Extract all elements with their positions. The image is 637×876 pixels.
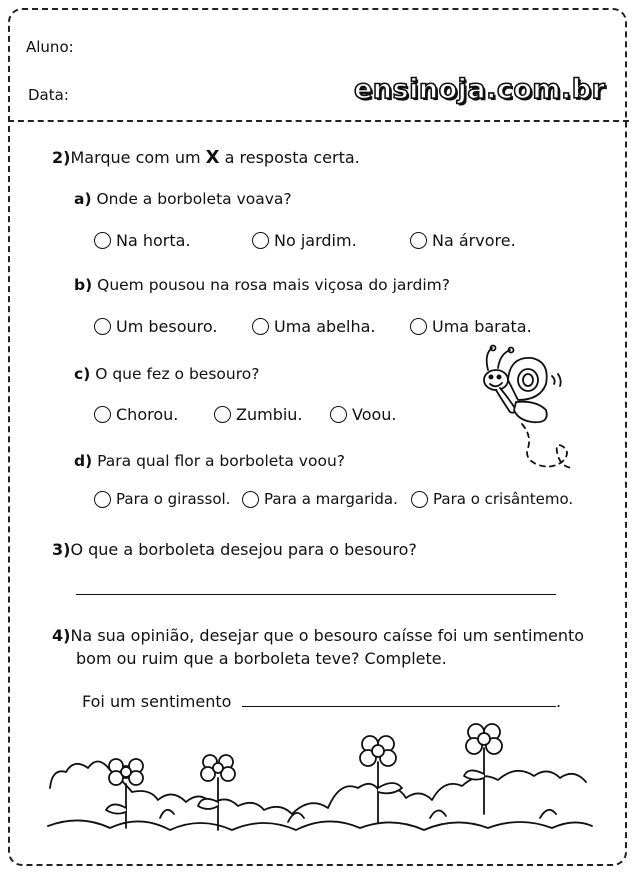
radio-circle[interactable] — [94, 406, 111, 423]
option-label: Uma abelha. — [274, 317, 376, 336]
item-a — [74, 190, 292, 208]
flowers-border-icon — [40, 718, 600, 858]
option-label: Voou. — [352, 405, 397, 424]
complete-suffix-wrap — [556, 692, 561, 711]
option-b-2[interactable] — [252, 317, 375, 336]
question-4-line-2: bom ou ruim que a borboleta teve? Complete. — [76, 649, 447, 668]
radio-circle[interactable] — [252, 232, 269, 249]
question-4-line-1: Na sua opinião, desejar que o besouro caísse foi um sentimento — [70, 626, 585, 645]
option-b-1[interactable] — [94, 317, 217, 336]
radio-circle[interactable] — [252, 318, 269, 335]
option-label: No jardim. — [274, 231, 357, 250]
header-divider — [8, 120, 629, 122]
x-mark: X — [205, 147, 220, 168]
option-label: Uma barata. — [432, 317, 532, 336]
aluno-label: Aluno: — [26, 38, 74, 56]
item-d-question: Para qual flor a borboleta voou? — [97, 452, 345, 470]
butterfly-icon — [470, 340, 590, 480]
option-a-3[interactable] — [410, 231, 516, 250]
item-b-question: Quem pousou na rosa mais viçosa do jardim? — [97, 276, 450, 294]
option-a-1[interactable] — [94, 231, 191, 250]
option-d-3[interactable] — [411, 490, 573, 508]
complete-prefix: Foi um sentimento — [82, 692, 232, 711]
option-b-3[interactable] — [410, 317, 532, 336]
option-d-2[interactable] — [242, 490, 398, 508]
question-4-answer-line[interactable] — [242, 706, 556, 707]
item-a-letter: a) — [74, 190, 92, 208]
radio-circle[interactable] — [94, 318, 111, 335]
question-2-number: 2) — [52, 148, 71, 167]
radio-circle[interactable] — [214, 406, 231, 423]
option-label: Para o crisântemo. — [433, 490, 574, 508]
option-a-2[interactable] — [252, 231, 357, 250]
question-2 — [52, 147, 360, 168]
question-2-text-after: a resposta certa. — [219, 148, 360, 167]
radio-circle[interactable] — [410, 232, 427, 249]
question-3-number: 3) — [52, 540, 71, 559]
option-label: Um besouro. — [116, 317, 218, 336]
option-label: Zumbiu. — [236, 405, 303, 424]
radio-circle[interactable] — [330, 406, 347, 423]
option-label: Para o girassol. — [116, 490, 231, 508]
item-b — [74, 276, 450, 294]
option-label: Na árvore. — [432, 231, 516, 250]
question-4-complete — [82, 692, 231, 711]
question-2-text-before: Marque com um — [70, 148, 206, 167]
complete-suffix: . — [556, 692, 562, 711]
item-a-question: Onde a borboleta voava? — [96, 190, 292, 208]
site-logo: ensinoja.com.br — [354, 74, 606, 105]
radio-circle[interactable] — [242, 491, 259, 508]
radio-circle[interactable] — [411, 491, 428, 508]
question-4-number: 4) — [52, 626, 71, 645]
item-c-letter: c) — [74, 365, 91, 383]
radio-circle[interactable] — [94, 232, 111, 249]
aluno-field — [26, 38, 74, 56]
item-c — [74, 365, 259, 383]
option-c-2[interactable] — [214, 405, 303, 424]
radio-circle[interactable] — [94, 491, 111, 508]
radio-circle[interactable] — [410, 318, 427, 335]
question-3-text: O que a borboleta desejou para o besouro? — [70, 540, 417, 559]
question-4 — [52, 626, 584, 645]
question-3 — [52, 540, 417, 559]
item-c-question: O que fez o besouro? — [95, 365, 260, 383]
option-label: Para a margarida. — [264, 490, 398, 508]
option-label: Na horta. — [116, 231, 191, 250]
question-3-answer-line[interactable] — [76, 594, 556, 595]
data-field — [28, 86, 69, 104]
option-c-1[interactable] — [94, 405, 178, 424]
question-4-continued — [76, 649, 447, 668]
option-label: Chorou. — [116, 405, 179, 424]
item-d — [74, 452, 345, 470]
item-d-letter: d) — [74, 452, 93, 470]
data-label: Data: — [28, 86, 69, 104]
option-d-1[interactable] — [94, 490, 230, 508]
item-b-letter: b) — [74, 276, 93, 294]
option-c-3[interactable] — [330, 405, 397, 424]
